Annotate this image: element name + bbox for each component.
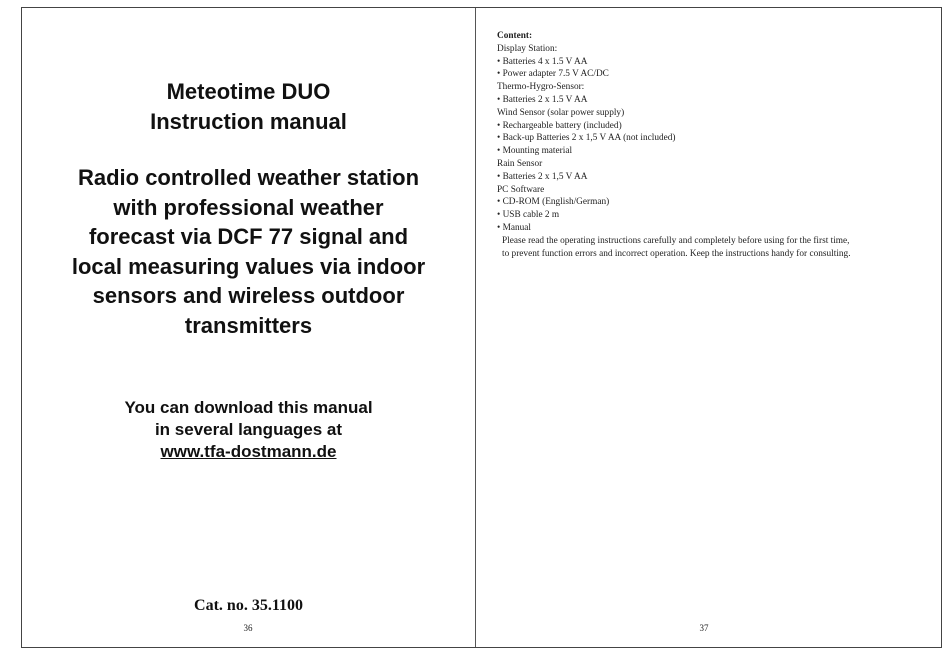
contents-line: • Back-up Batteries 2 x 1,5 V AA (not included) bbox=[497, 133, 676, 144]
right-page bbox=[476, 8, 942, 647]
contents-line: • USB cable 2 m bbox=[497, 210, 560, 221]
contents-line: • Power adapter 7.5 V AC/DC bbox=[497, 69, 609, 80]
contents-list bbox=[497, 30, 937, 260]
subtitle-line: with professional weather bbox=[113, 194, 384, 220]
contents-line: Rain Sensor bbox=[497, 158, 543, 169]
page-number-left: 36 bbox=[243, 623, 253, 633]
contents-line: • Batteries 2 x 1,5 V AA bbox=[497, 171, 588, 182]
manual-spread bbox=[21, 7, 942, 648]
title-line: Instruction manual bbox=[150, 109, 347, 134]
contents-line: Wind Sensor (solar power supply) bbox=[497, 107, 625, 118]
contents-line: Thermo-Hygro-Sensor: bbox=[497, 82, 585, 93]
manual-title bbox=[22, 77, 475, 137]
left-page bbox=[22, 8, 475, 647]
page-number-right: 37 bbox=[699, 623, 709, 633]
download-link[interactable]: www.tfa-dostmann.de bbox=[160, 442, 337, 461]
manual-subtitle bbox=[22, 163, 475, 340]
contents-line: • Batteries 2 x 1.5 V AA bbox=[497, 94, 588, 105]
contents-heading: Content: bbox=[497, 31, 533, 41]
subtitle-line: sensors and wireless outdoor bbox=[92, 283, 405, 308]
instruction-note: to prevent function errors and incorrect operation. Keep the instructions handy for consulting. bbox=[502, 248, 851, 259]
subtitle-line: forecast via DCF 77 signal and bbox=[88, 224, 409, 249]
subtitle-line: Radio controlled weather station bbox=[77, 165, 420, 190]
contents-line: • Batteries 4 x 1.5 V AA bbox=[497, 56, 588, 67]
catalog-number: Cat. no. 35.1100 bbox=[194, 597, 303, 614]
contents-line: • CD-ROM (English/German) bbox=[497, 197, 610, 208]
contents-line: PC Software bbox=[497, 184, 545, 195]
download-note bbox=[22, 397, 475, 463]
contents-line: • Rechargeable battery (included) bbox=[497, 120, 622, 131]
title-line: Meteotime DUO bbox=[166, 79, 331, 104]
contents-line: • Manual bbox=[497, 222, 531, 233]
download-line: You can download this manual bbox=[124, 398, 373, 417]
download-line: in several languages at bbox=[154, 420, 343, 439]
contents-line: Display Station: bbox=[497, 43, 558, 54]
subtitle-line: transmitters bbox=[184, 312, 313, 338]
contents-line: • Mounting material bbox=[497, 146, 573, 157]
subtitle-line: local measuring values via indoor bbox=[71, 253, 426, 279]
instruction-note: Please read the operating instructions carefully and completely before using for the first time, bbox=[502, 235, 850, 246]
